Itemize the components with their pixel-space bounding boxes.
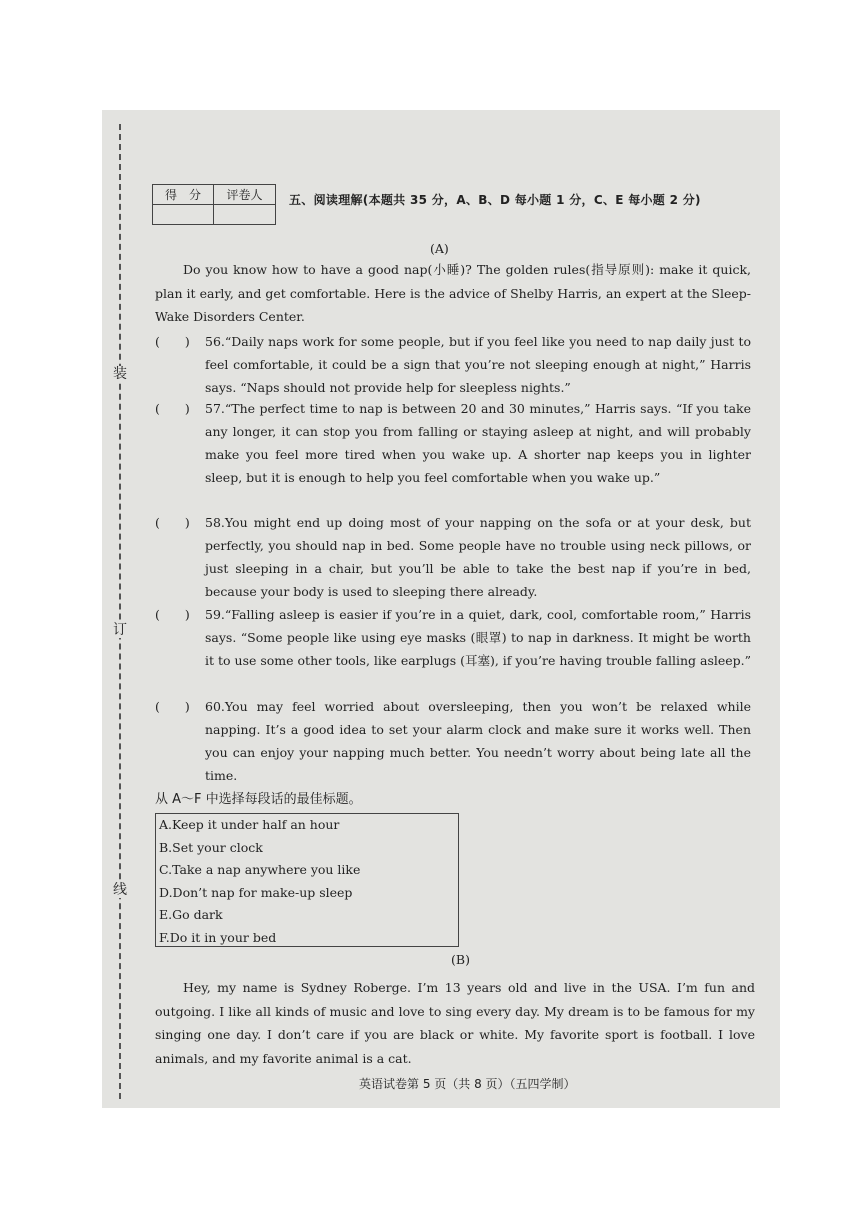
grader-cell[interactable]: [214, 205, 276, 225]
question-text-60: You may feel worried about oversleeping, then you won’t be relaxed while napping. It’s a good idea to set your alarm clock and make sure it works well. Then you can enjoy your napping much better. You needn’t worry about being late all the time.: [205, 699, 751, 783]
section-title: 五、阅读理解(本题共 35 分，A、B、D 每小题 1 分，C、E 每小题 2 分): [289, 193, 701, 207]
option-a: A.Keep it under half an hour: [159, 817, 340, 832]
question-number-58: 58.: [205, 515, 225, 530]
option-b: B.Set your clock: [159, 839, 263, 855]
answer-bracket-57[interactable]: ( ): [155, 401, 190, 416]
page-footer: 英语试卷第 5 页（共 8 页）（五四学制）: [359, 1077, 576, 1091]
options-box: [155, 813, 459, 947]
answer-bracket-60[interactable]: ( ): [155, 699, 190, 714]
answer-bracket-58[interactable]: ( ): [155, 515, 190, 530]
option-e: E.Go dark: [159, 907, 223, 922]
passage-b-text: Hey, my name is Sydney Roberge. I’m 13 years old and live in the USA. I’m fun and outgoing. I like all kinds of music and love to sing every day. My dream is to be famous for my singing one day. I don’t care if you are black or white. My favorite sport is football. I love animals, and my favorite animal is a cat.: [155, 980, 755, 1066]
binding-dashed-line: [119, 124, 121, 1099]
question-text-59: “Falling asleep is easier if you’re in a quiet, dark, cool, comfortable room,” Harris says. “Some people like using eye masks (眼罩) to nap in darkness. It might be worth it to use some other tools, like earplugs (耳塞), if you’re having trouble falling asleep.”: [205, 607, 752, 668]
grader-header: 评卷人: [214, 185, 276, 205]
option-c: C.Take a nap anywhere you like: [159, 862, 361, 877]
score-header: 得 分: [153, 185, 214, 205]
answer-bracket-56[interactable]: ( ): [155, 334, 190, 349]
question-text-58: You might end up doing most of your napping on the sofa or at your desk, but perfectly, you should nap in bed. Some people have no trouble using neck pillows, or just sleeping in a chair, but you’ll be able to take the best nap if you’re in bed, because your body is used to sleeping there already.: [205, 515, 751, 599]
score-cell[interactable]: [153, 205, 214, 225]
instruction: 从 A～F 中选择每段话的最佳标题。: [155, 792, 362, 807]
passage-b-label: (B): [451, 952, 470, 967]
exam-page: [102, 110, 780, 1108]
question-text-57: “The perfect time to nap is between 20 and 30 minutes,” Harris says. “If you take any longer, it can stop you from falling or staying asleep at night, and will probably make you feel more tired when you wake up. A shorter nap keeps you in lighter sleep, but it is enough to help you feel comfortable when you wake up.”: [205, 401, 751, 485]
option-f: F.Do it in your bed: [159, 929, 277, 945]
question-number-59: 59.: [205, 607, 225, 622]
question-number-57: 57.: [205, 401, 225, 416]
answer-bracket-59[interactable]: ( ): [155, 607, 190, 622]
question-number-56: 56.: [205, 334, 225, 349]
question-number-60: 60.: [205, 699, 225, 714]
binding-label-zhuang: 装: [113, 366, 127, 382]
passage-a-label: (A): [430, 241, 449, 256]
score-box: [152, 184, 276, 225]
question-text-56: “Daily naps work for some people, but if you feel like you need to nap daily just to feel comfortable, it could be a sign that you’re not sleeping enough at night,” Harris says. “Naps should not provide help for sleepless nights.”: [205, 334, 751, 395]
passage-a-intro: Do you know how to have a good nap(小睡)? The golden rules(指导原则): make it quick, plan it early, and get comfortable. Here is the advice of Shelby Harris, an expert at the Sleep-Wake Disorders Center.: [155, 262, 751, 324]
binding-label-ding: 订: [113, 622, 127, 638]
binding-label-xian: 线: [113, 882, 127, 898]
option-d: D.Don’t nap for make-up sleep: [159, 884, 353, 900]
